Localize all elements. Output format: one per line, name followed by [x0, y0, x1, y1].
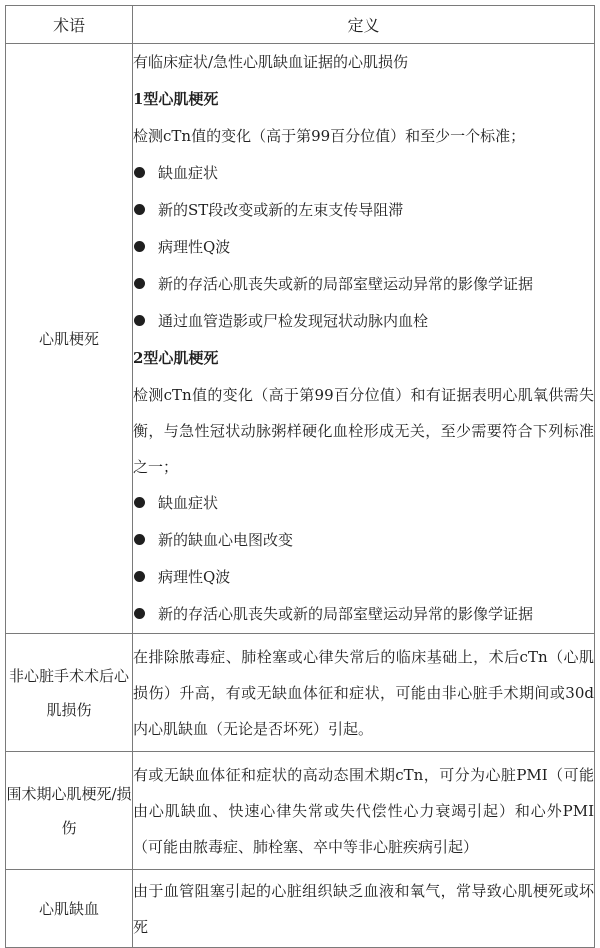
bullet-dot-icon [134, 571, 145, 582]
definition-text: 检测cTn值的变化（高于第99百分位值）和至少一个标准； [133, 127, 526, 145]
bullet-dot-icon [134, 497, 145, 508]
bullet-item [133, 303, 594, 340]
definition-text: 有临床症状/急性心肌缺血证据的心肌损伤 [133, 53, 409, 71]
header-definition: 定义 [133, 6, 595, 44]
subheading: 1型心肌梗死 [133, 90, 219, 108]
term-cell: 心肌缺血 [6, 870, 133, 948]
subheading: 2型心肌梗死 [133, 349, 219, 367]
definition-text: 在排除脓毒症、肺栓塞或心律失常后的临床基础上，术后cTn（心肌损伤）升高，有或无缺血体征和症状，可能由非心脏手术期间或30d内心肌缺血（无论是否坏死）引起。 [133, 647, 594, 738]
bullet-item [133, 596, 594, 633]
term-cell: 围术期心肌梗死/损伤 [6, 752, 133, 870]
bullet-text: 新的ST段改变或新的左束支传导阻滞 [158, 201, 404, 219]
bullet-text: 新的存活心肌丧失或新的局部室壁运动异常的影像学证据 [158, 275, 534, 293]
header-row [6, 6, 595, 44]
definition-cell [133, 870, 595, 948]
bullet-item [133, 485, 594, 522]
definition-cell [133, 634, 595, 752]
bullet-item [133, 155, 594, 192]
bullet-dot-icon [134, 241, 145, 252]
definition-text: 有或无缺血体征和症状的高动态围术期cTn，可分为心脏PMI（可能由心肌缺血、快速心律失常或失代偿性心力衰竭引起）和心外PMI（可能由脓毒症、肺栓塞、卒中等非心脏疾病引起） [133, 765, 594, 856]
definitions-table [5, 5, 595, 948]
bullet-dot-icon [134, 534, 145, 545]
bullet-text: 新的缺血心电图改变 [158, 531, 294, 549]
bullet-dot-icon [134, 204, 145, 215]
bullet-item [133, 266, 594, 303]
term-cell: 非心脏手术术后心肌损伤 [6, 634, 133, 752]
bullet-text: 新的存活心肌丧失或新的局部室壁运动异常的影像学证据 [158, 605, 534, 623]
bullet-text: 缺血症状 [158, 164, 219, 182]
term-cell: 心肌梗死 [6, 44, 133, 634]
bullet-text: 通过血管造影或尸检发现冠状动脉内血栓 [158, 312, 429, 330]
table-row [6, 752, 595, 870]
bullet-item [133, 559, 594, 596]
table-row [6, 44, 595, 634]
definition-cell [133, 44, 595, 634]
bullet-dot-icon [134, 315, 145, 326]
table-row [6, 634, 595, 752]
bullet-dot-icon [134, 278, 145, 289]
bullet-text: 病理性Q波 [158, 568, 231, 586]
bullet-item [133, 522, 594, 559]
header-term: 术语 [6, 6, 133, 44]
bullet-text: 缺血症状 [158, 494, 219, 512]
bullet-dot-icon [134, 167, 145, 178]
definition-text: 由于血管阻塞引起的心脏组织缺乏血液和氧气，常导致心肌梗死或坏死 [133, 881, 594, 936]
bullet-dot-icon [134, 608, 145, 619]
definition-cell [133, 752, 595, 870]
bullet-item [133, 192, 594, 229]
bullet-text: 病理性Q波 [158, 238, 231, 256]
definition-text: 检测cTn值的变化（高于第99百分位值）和有证据表明心肌氧供需失衡，与急性冠状动脉粥样硬化血栓形成无关，至少需要符合下列标准之一； [133, 386, 594, 476]
bullet-item [133, 229, 594, 266]
table-row [6, 870, 595, 948]
